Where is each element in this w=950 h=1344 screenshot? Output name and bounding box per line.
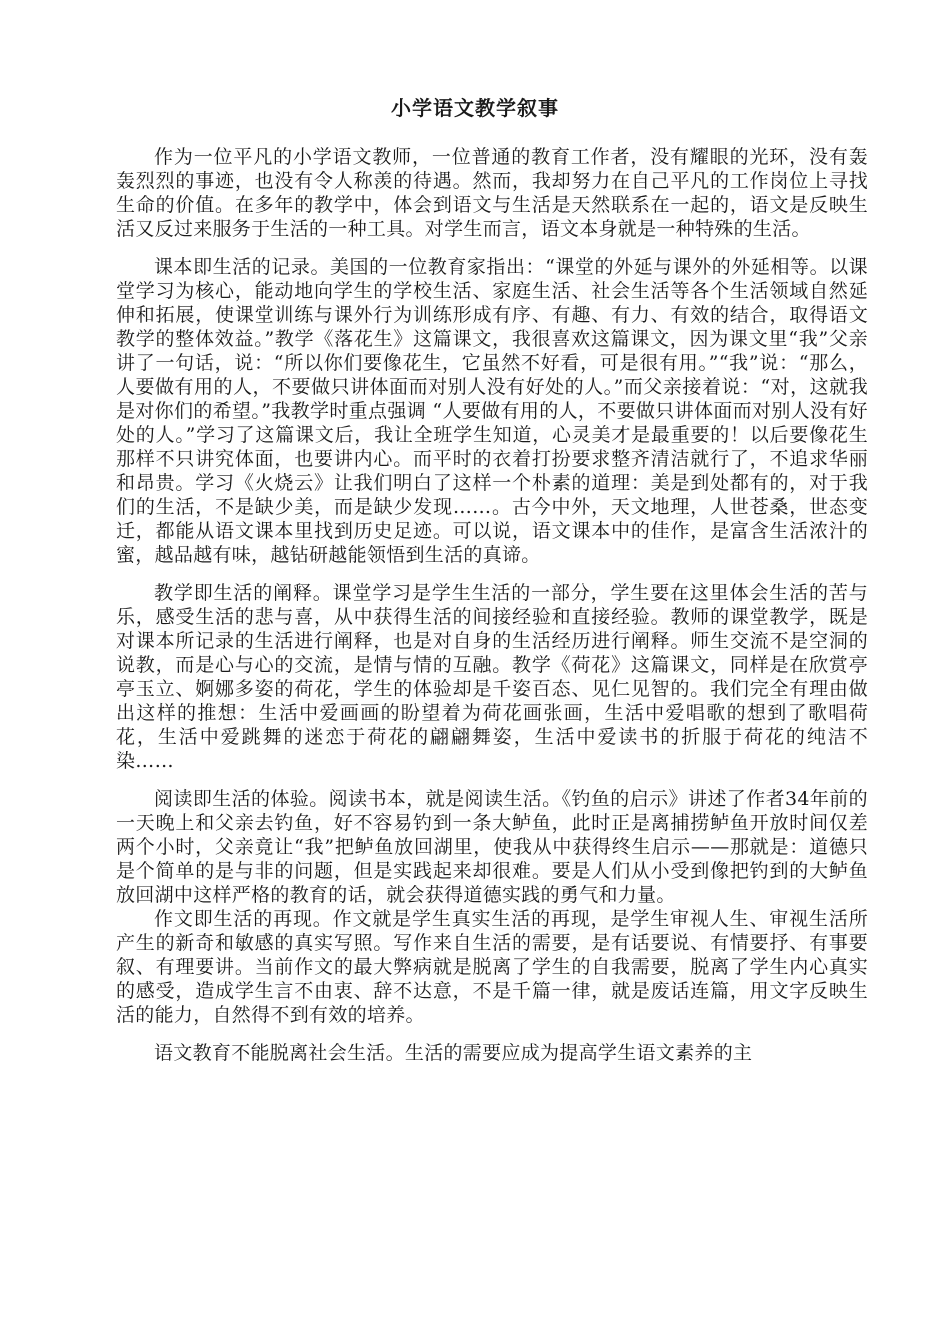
paragraph-teaching: 教学即生活的阐释。课堂学习是学生生活的一部分，学生要在这里体会生活的苦与乐，感受生活的悲与喜，从中获得生活的间接经验和直接经验。教师的课堂教学，既是对课本所记录的生活进行阐释，也是对自身的生活经历进行阐释。师生交流不是空洞的说教，而是心与心的交流，是情与情的互融。教学《荷花》这篇课文，同样是在欣赏亭亭玉立、婀娜多姿的荷花，学生的体验却是千姿百态、见仁见智的。我们完全有理由做出这样的推想：生活中爱画画的盼望着为荷花画张画，生活中爱唱歌的想到了歌唱荷花，生活中爱跳舞的迷恋于荷花的翩翩舞姿，生活中爱读书的折服于荷花的纯洁不染……: [116, 582, 868, 772]
document-title: 小学语文教学叙事: [391, 96, 559, 120]
paragraph-writing: 作文即生活的再现。作文就是学生真实生活的再现，是学生审视人生、审视生活所产生的新奇和敏感的真实写照。写作来自生活的需要，是有话要说、有情要抒、有事要叙、有理要讲。当前作文的最大弊病就是脱离了学生的自我需要，脱离了学生内心真实的感受，造成学生言不由衷、辞不达意，不是千篇一律，就是废话连篇，用文字反映生活的能力，自然得不到有效的培养。: [116, 908, 868, 1026]
paragraph-textbook: 课本即生活的记录。美国的一位教育家指出：“课堂的外延与课外的外延相等。以课堂学习为核心，能动地向学生的学校生活、家庭生活、社会生活等各个生活领域自然延伸和拓展，使课堂训练与课外行为训练形成有序、有趣、有力、有效的结合，取得语文教学的整体效益。”教学《落花生》这篇课文，我很喜欢这篇课文，因为课文里“我”父亲讲了一句话，说：“所以你们要像花生，它虽然不好看，可是很有用。”“我”说：“那么，人要做有用的人，不要做只讲体面而对别人没有好处的人。”而父亲接着说：“对，这就我是对你们的希望。”我教学时重点强调 “人要做有用的人，不要做只讲体面而对别人没有好处的人。”学习了这篇课文后，我让全班学生知道，心灵美才是最重要的！以后要像花生那样不只讲究体面，也要讲内心。而平时的衣着打扮要求整齐清洁就行了，不追求华丽和昂贵。学习《火烧云》让我们明白了这样一个朴素的道理：美是到处都有的，对于我们的生活，不是缺少美，而是缺少发现……。古今中外，天文地理，人世苍桑，世态变迁，都能从语文课本里找到历史足迹。可以说，语文课本中的佳作，是富含生活浓汁的蜜，越品越有味，越钻研越能领悟到生活的真谛。: [116, 256, 868, 566]
paragraph-society: 语文教育不能脱离社会生活。生活的需要应成为提高学生语文素养的主: [154, 1042, 753, 1064]
document-body: [116, 145, 868, 1065]
paragraph-intro: 作为一位平凡的小学语文教师，一位普通的教育工作者，没有耀眼的光环，没有轰轰烈烈的事迹，也没有令人称羡的待遇。然而，我却努力在自己平凡的工作岗位上寻找生命的价值。在多年的教学中，体会到语文与生活是天然联系在一起的，语文是反映生活又反过来服务于生活的一种工具。对学生而言，语文本身就是一种特殊的生活。: [116, 146, 868, 240]
paragraph-reading: 阅读即生活的体验。阅读书本，就是阅读生活。《钓鱼的启示》讲述了作者34年前的一天晚上和父亲去钓鱼，好不容易钓到一条大鲈鱼，此时正是离捕捞鲈鱼开放时间仅差两个小时，父亲竟让“我”把鲈鱼放回湖里，使我从中获得终生启示——那就是：道德只是个简单的是与非的问题，但是实践起来却很难。要是人们从小受到像把钓到的大鲈鱼放回湖中这样严格的教育的话，就会获得道德实践的勇气和力量。: [116, 788, 868, 906]
